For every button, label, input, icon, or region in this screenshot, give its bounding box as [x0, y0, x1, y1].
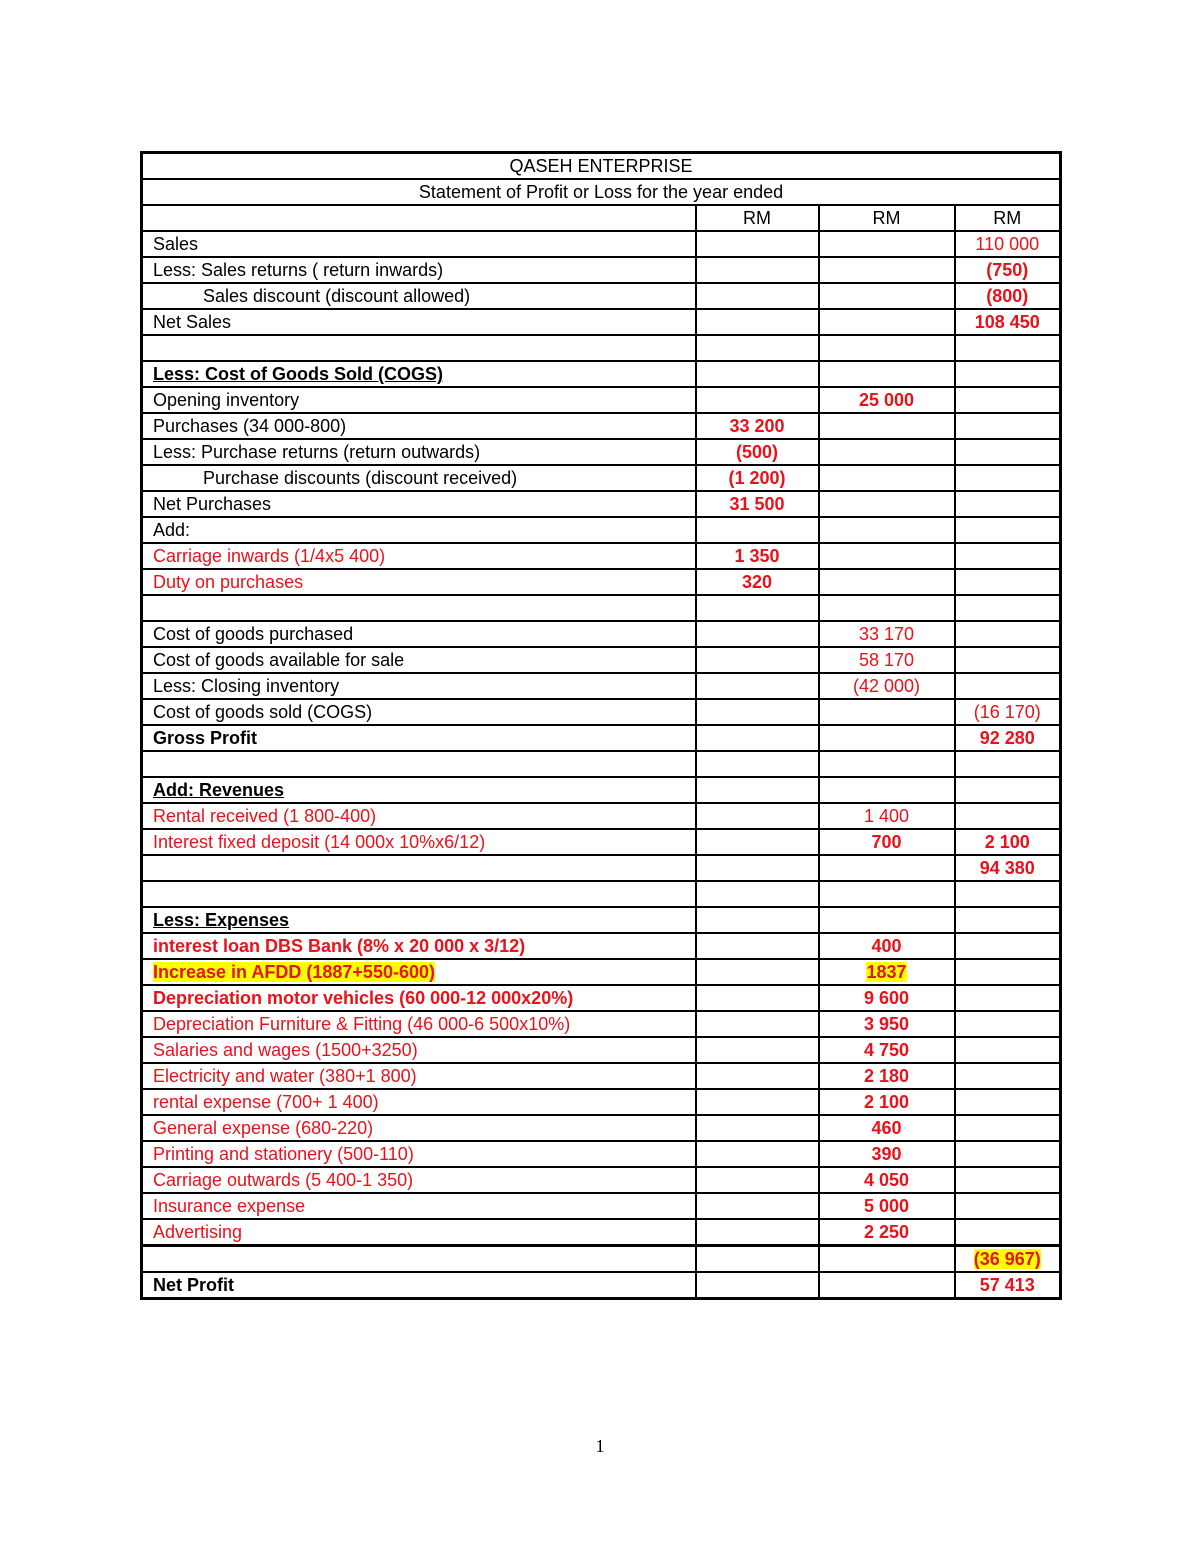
row-description	[142, 751, 696, 777]
row-col2-value: 25 000	[819, 387, 955, 413]
table-row	[142, 283, 1061, 309]
table-row	[142, 309, 1061, 335]
highlighted-afdd-value: 1837	[866, 962, 907, 982]
table-row	[142, 1219, 1061, 1246]
row-col2-value: 4 050	[819, 1167, 955, 1193]
row-col1-value	[696, 595, 819, 621]
row-col1-value	[696, 777, 819, 803]
table-row	[142, 907, 1061, 933]
row-col1-value	[696, 829, 819, 855]
row-col1-value	[696, 699, 819, 725]
table-row	[142, 361, 1061, 387]
company-name-row	[142, 153, 1061, 180]
row-col2-value: 2 100	[819, 1089, 955, 1115]
table-row	[142, 751, 1061, 777]
row-col1-value	[696, 1115, 819, 1141]
table-row	[142, 881, 1061, 907]
table-row	[142, 1272, 1061, 1299]
row-description: Opening inventory	[142, 387, 696, 413]
table-row	[142, 621, 1061, 647]
row-col2-value: 460	[819, 1115, 955, 1141]
table-row	[142, 1141, 1061, 1167]
currency-header-3: RM	[955, 205, 1061, 231]
row-col3-value	[955, 777, 1061, 803]
row-col3-value	[955, 465, 1061, 491]
row-col2-value: 58 170	[819, 647, 955, 673]
row-col3-value	[955, 413, 1061, 439]
row-col3-value	[955, 1167, 1061, 1193]
row-col1-value	[696, 1193, 819, 1219]
row-col2-value	[819, 751, 955, 777]
row-description: Rental received (1 800-400)	[142, 803, 696, 829]
row-description: Carriage outwards (5 400-1 350)	[142, 1167, 696, 1193]
row-col2-value: 3 950	[819, 1011, 955, 1037]
row-col2-value	[819, 907, 955, 933]
row-col3-value	[955, 881, 1061, 907]
row-description: Interest fixed deposit (14 000x 10%x6/12)	[142, 829, 696, 855]
row-col2-value	[819, 699, 955, 725]
row-description: Depreciation motor vehicles (60 000-12 000x20%)	[142, 985, 696, 1011]
row-col1-value	[696, 1089, 819, 1115]
row-col2-value: 1 400	[819, 803, 955, 829]
row-col3-value	[955, 1037, 1061, 1063]
row-col3-value	[955, 335, 1061, 361]
row-col3-value: (800)	[955, 283, 1061, 309]
table-row	[142, 387, 1061, 413]
table-row	[142, 231, 1061, 257]
row-col3-value	[955, 1246, 1061, 1273]
row-col2-value: 700	[819, 829, 955, 855]
row-col3-value	[955, 907, 1061, 933]
row-col1-value	[696, 361, 819, 387]
table-row	[142, 1115, 1061, 1141]
row-col1-value	[696, 959, 819, 985]
row-col3-value	[955, 491, 1061, 517]
row-description: Less: Closing inventory	[142, 673, 696, 699]
row-description	[142, 1246, 696, 1273]
row-col3-value	[955, 673, 1061, 699]
row-col1-value	[696, 985, 819, 1011]
row-col3-value	[955, 361, 1061, 387]
row-description: Purchase discounts (discount received)	[142, 465, 696, 491]
table-row	[142, 1167, 1061, 1193]
row-col2-value: 5 000	[819, 1193, 955, 1219]
row-col2-value	[819, 283, 955, 309]
table-row	[142, 803, 1061, 829]
row-description: Electricity and water (380+1 800)	[142, 1063, 696, 1089]
table-row	[142, 465, 1061, 491]
net-profit-value: 57 413	[955, 1272, 1061, 1299]
row-col1-value: 33 200	[696, 413, 819, 439]
description-header-cell	[142, 205, 696, 231]
row-col1-value	[696, 1219, 819, 1246]
net-profit-label: Net Profit	[142, 1272, 696, 1299]
table-row	[142, 1063, 1061, 1089]
row-col1-value	[696, 725, 819, 751]
row-col2-value	[819, 855, 955, 881]
row-col2-value: 400	[819, 933, 955, 959]
row-col3-value	[955, 959, 1061, 985]
row-col2-value	[819, 309, 955, 335]
table-row	[142, 959, 1061, 985]
row-col3-value	[955, 621, 1061, 647]
row-col2-value: 33 170	[819, 621, 955, 647]
table-row	[142, 855, 1061, 881]
row-description: Salaries and wages (1500+3250)	[142, 1037, 696, 1063]
profit-loss-statement-table	[140, 151, 1062, 1300]
row-col1-value	[696, 881, 819, 907]
row-description: rental expense (700+ 1 400)	[142, 1089, 696, 1115]
row-col2-value	[819, 257, 955, 283]
row-col1-value	[696, 673, 819, 699]
table-row	[142, 257, 1061, 283]
row-col1-value	[696, 1063, 819, 1089]
row-description: Depreciation Furniture & Fitting (46 000-6 500x10%)	[142, 1011, 696, 1037]
row-description	[142, 335, 696, 361]
row-description: Sales discount (discount allowed)	[142, 283, 696, 309]
row-col1-value	[696, 1167, 819, 1193]
row-col2-value	[819, 361, 955, 387]
row-col3-value: (16 170)	[955, 699, 1061, 725]
row-col2-value	[819, 959, 955, 985]
table-row	[142, 1193, 1061, 1219]
row-col1-value	[696, 621, 819, 647]
row-description: Net Purchases	[142, 491, 696, 517]
row-col1-value	[696, 907, 819, 933]
table-row	[142, 543, 1061, 569]
row-description	[142, 959, 696, 985]
section-heading-cogs: Less: Cost of Goods Sold (COGS)	[142, 361, 696, 387]
table-row	[142, 439, 1061, 465]
row-col2-value	[819, 881, 955, 907]
row-description: Less: Purchase returns (return outwards)	[142, 439, 696, 465]
row-col3-value	[955, 1193, 1061, 1219]
row-col2-value	[819, 1246, 955, 1273]
highlighted-afdd-label: Increase in AFDD (1887+550-600)	[153, 962, 435, 982]
row-col3-value	[955, 1089, 1061, 1115]
row-col1-value	[696, 1246, 819, 1273]
row-col2-value	[819, 465, 955, 491]
table-row	[142, 985, 1061, 1011]
table-row	[142, 1089, 1061, 1115]
row-col1-value	[696, 751, 819, 777]
row-col3-value	[955, 1115, 1061, 1141]
row-col2-value	[819, 777, 955, 803]
row-description: Cost of goods sold (COGS)	[142, 699, 696, 725]
row-col1-value	[696, 335, 819, 361]
row-col3-value	[955, 1063, 1061, 1089]
table-row	[142, 647, 1061, 673]
row-col1-value	[696, 387, 819, 413]
currency-header-2: RM	[819, 205, 955, 231]
table-row	[142, 335, 1061, 361]
row-description: General expense (680-220)	[142, 1115, 696, 1141]
row-col3-value	[955, 569, 1061, 595]
row-col1-value: 31 500	[696, 491, 819, 517]
table-row	[142, 517, 1061, 543]
row-col3-value	[955, 803, 1061, 829]
row-col2-value: 4 750	[819, 1037, 955, 1063]
table-row	[142, 1011, 1061, 1037]
row-col2-value	[819, 491, 955, 517]
row-col1-value	[696, 1011, 819, 1037]
row-col1-value	[696, 1272, 819, 1299]
row-col2-value: 390	[819, 1141, 955, 1167]
table-row	[142, 699, 1061, 725]
row-col1-value	[696, 257, 819, 283]
row-col2-value	[819, 439, 955, 465]
row-description: Cost of goods purchased	[142, 621, 696, 647]
row-col3-value	[955, 647, 1061, 673]
row-description: Add:	[142, 517, 696, 543]
row-description: Purchases (34 000-800)	[142, 413, 696, 439]
row-col3-value: (750)	[955, 257, 1061, 283]
row-col1-value	[696, 1141, 819, 1167]
row-col1-value	[696, 803, 819, 829]
table-row	[142, 491, 1061, 517]
row-col3-value	[955, 751, 1061, 777]
row-description: Printing and stationery (500-110)	[142, 1141, 696, 1167]
row-col3-value	[955, 439, 1061, 465]
row-col2-value	[819, 595, 955, 621]
row-description	[142, 881, 696, 907]
section-heading-revenues: Add: Revenues	[142, 777, 696, 803]
row-description: interest loan DBS Bank (8% x 20 000 x 3/12)	[142, 933, 696, 959]
row-col1-value	[696, 283, 819, 309]
row-col2-value	[819, 569, 955, 595]
row-col3-value	[955, 1011, 1061, 1037]
row-col1-value	[696, 309, 819, 335]
row-col2-value	[819, 543, 955, 569]
row-col3-value	[955, 1219, 1061, 1246]
row-col1-value	[696, 933, 819, 959]
row-col3-value	[955, 1141, 1061, 1167]
row-col3-value: 110 000	[955, 231, 1061, 257]
row-col2-value	[819, 517, 955, 543]
row-col1-value	[696, 231, 819, 257]
row-col2-value	[819, 725, 955, 751]
row-col2-value	[819, 1272, 955, 1299]
row-col2-value	[819, 335, 955, 361]
table-row	[142, 1037, 1061, 1063]
section-heading-expenses: Less: Expenses	[142, 907, 696, 933]
row-col3-value: 94 380	[955, 855, 1061, 881]
row-col3-value: 108 450	[955, 309, 1061, 335]
gross-profit-label: Gross Profit	[142, 725, 696, 751]
statement-title-row	[142, 179, 1061, 205]
row-col3-value	[955, 387, 1061, 413]
row-description	[142, 855, 696, 881]
table-row	[142, 673, 1061, 699]
row-col1-value: 1 350	[696, 543, 819, 569]
statement-title: Statement of Profit or Loss for the year ended	[142, 179, 1061, 205]
row-col3-value	[955, 595, 1061, 621]
row-col2-value: 9 600	[819, 985, 955, 1011]
row-col1-value: (500)	[696, 439, 819, 465]
table-row	[142, 725, 1061, 751]
row-description: Carriage inwards (1/4x5 400)	[142, 543, 696, 569]
row-description: Insurance expense	[142, 1193, 696, 1219]
page-number: 1	[595, 1436, 605, 1456]
row-col1-value	[696, 517, 819, 543]
gross-profit-value: 92 280	[955, 725, 1061, 751]
row-description	[142, 595, 696, 621]
row-col2-value	[819, 231, 955, 257]
currency-header-row	[142, 205, 1061, 231]
table-row	[142, 777, 1061, 803]
row-col1-value: 320	[696, 569, 819, 595]
table-row	[142, 569, 1061, 595]
row-col1-value	[696, 647, 819, 673]
row-col1-value	[696, 1037, 819, 1063]
row-description: Sales	[142, 231, 696, 257]
row-description: Duty on purchases	[142, 569, 696, 595]
currency-header-1: RM	[696, 205, 819, 231]
table-row	[142, 1246, 1061, 1273]
row-col1-value: (1 200)	[696, 465, 819, 491]
row-description: Less: Sales returns ( return inwards)	[142, 257, 696, 283]
highlighted-total-expenses: (36 967)	[973, 1249, 1041, 1269]
row-description: Cost of goods available for sale	[142, 647, 696, 673]
row-col2-value: 2 180	[819, 1063, 955, 1089]
table-row	[142, 933, 1061, 959]
row-description: Net Sales	[142, 309, 696, 335]
row-description: Advertising	[142, 1219, 696, 1246]
table-row	[142, 413, 1061, 439]
row-col3-value	[955, 985, 1061, 1011]
row-col2-value	[819, 413, 955, 439]
row-col3-value: 2 100	[955, 829, 1061, 855]
row-col3-value	[955, 517, 1061, 543]
row-col2-value: 2 250	[819, 1219, 955, 1246]
row-col3-value	[955, 933, 1061, 959]
table-row	[142, 595, 1061, 621]
row-col2-value: (42 000)	[819, 673, 955, 699]
row-col3-value	[955, 543, 1061, 569]
row-col1-value	[696, 855, 819, 881]
table-row	[142, 829, 1061, 855]
company-name: QASEH ENTERPRISE	[142, 153, 1061, 180]
